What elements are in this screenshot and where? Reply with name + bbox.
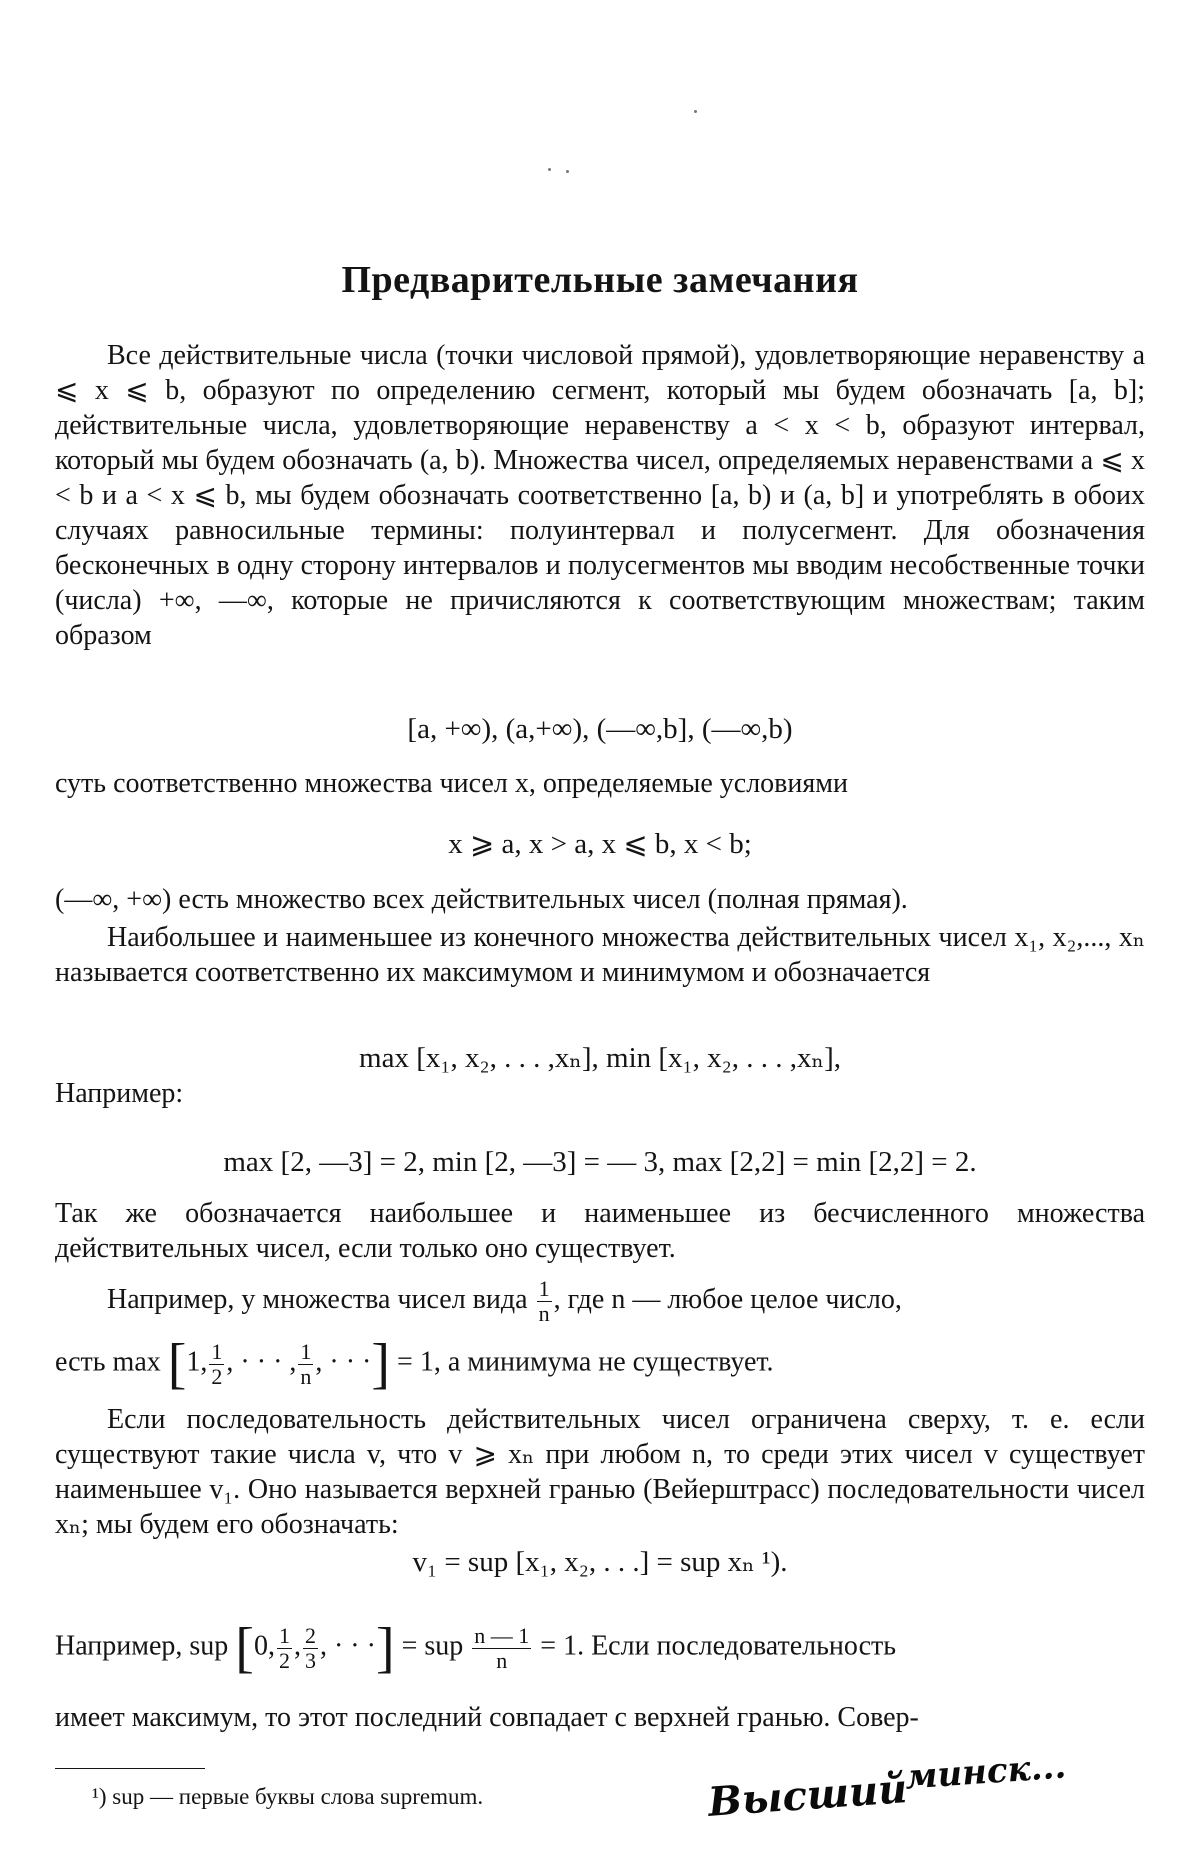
scan-speck [548, 168, 551, 171]
formula-infinite-intervals: [a, +∞), (a,+∞), (—∞,b], (—∞,b) [407, 713, 793, 745]
fraction-1-over-2: $\frac{1}{2}$ [211, 1338, 223, 1389]
fraction-2-over-3: $\frac{2}{3}$ [304, 1622, 316, 1673]
text-line-maximum-remark: имеет максимум, то этот последний совпадает с верхней гранью. Совер- [55, 1702, 919, 1733]
fraction-1-over-2: $\frac{1}{2}$ [278, 1622, 290, 1673]
fraction-1-over-n: $\frac{1}{n}$ [538, 1276, 550, 1326]
right-bracket: ] [375, 1617, 395, 1679]
scan-speck [694, 110, 697, 113]
paragraph-infinite-set: Так же обозначается наибольшее и наименьшее из бесчисленного множества действительных чисел, если только оно существует. [55, 1198, 1145, 1264]
paragraph-supremum: Если последовательность действительных чисел ограничена сверху, т. е. если существуют такие числа v, что v ⩾ xₙ при любом n, то среди этих чисел v существует наименьшее v₁. Оно называется верхней гранью (Вейерштрасс) последовательности чисел xₙ; мы будем его обозначать: [55, 1404, 1145, 1540]
handwritten-note-2: минск... [903, 1746, 1068, 1798]
formula-max-min-example: max [2, —3] = 2, min [2, —3] = — 3, max [2,2] = min [2,2] = 2. [223, 1146, 977, 1178]
text-line-example: Например: [55, 1078, 184, 1109]
fraction-n-minus-1-over-n: $\frac{n — 1}{n}$ [474, 1622, 530, 1673]
text-line-max-sequence: есть max [1, $\frac{1}{2}$ , · · · , $\frac{1}{n}$ , · · ·] = 1, а минимума не существует. [55, 1333, 774, 1395]
text-line-full-line: (—∞, +∞) есть множество всех действительных чисел (полная прямая). [55, 884, 908, 915]
formula-max-min: max [x₁, x₂, . . . ,xₙ], min [x₁, x₂, . . . ,xₙ], [359, 1042, 841, 1074]
page-title: Предварительные замечания [341, 259, 859, 301]
formula-conditions: x ⩾ a, x > a, x ⩽ b, x < b; [448, 828, 752, 860]
paragraph-max-min: Наибольшее и наименьшее из конечного множества действительных чисел x₁, x₂,..., xₙ называется соответственно их максимумом и минимумом и обозначается [55, 922, 1145, 988]
left-bracket: [ [167, 1333, 187, 1395]
formula-supremum: v₁ = sup [x₁, x₂, . . .] = sup xₙ ¹). [412, 1546, 788, 1578]
footnote: ¹) sup — первые буквы слова supremum. [92, 1784, 484, 1809]
left-bracket: [ [235, 1617, 254, 1679]
right-bracket: ] [371, 1333, 391, 1395]
scan-speck [566, 170, 569, 173]
text-line-example-1-over-n: Например, у множества чисел вида $\frac{1}{n}$ , где n — любое целое число, [107, 1276, 902, 1326]
handwritten-note-1: Высший [706, 1765, 909, 1826]
fraction-1-over-n: $\frac{1}{n}$ [300, 1338, 312, 1389]
text-line-conditions: суть соответственно множества чисел x, определяемые условиями [55, 768, 848, 799]
text-line-sup-example: Например, sup [0, $\frac{1}{2}$ , $\frac{2}{3}$ , · · ·] = sup $\frac{n — 1}{n}$ = 1. Если последовательность [55, 1617, 897, 1679]
footnote-separator [55, 1768, 205, 1769]
paragraph-intervals: Все действительные числа (точки числовой прямой), удовлетворяющие неравенству a ⩽ x ⩽ b, образуют по определению сегмент, который мы будем обозначать [a, b]; действительные числа, удовлетворяющие неравенству a < x < b, образуют интервал, который мы будем обозначать (a, b). Множества чисел, определяемых неравенствами a ⩽ x < b и a < x ⩽ b, мы будем обозначать соответственно [a, b) и (a, b] и употреблять в обоих случаях равносильные термины: полуинтервал и полусегмент. Для обозначения бесконечных в одну сторону интервалов и полусегментов мы вводим несобственные точки (числа) +∞, —∞, которые не причисляются к соответствующим множествам; таким образом [55, 340, 1145, 651]
